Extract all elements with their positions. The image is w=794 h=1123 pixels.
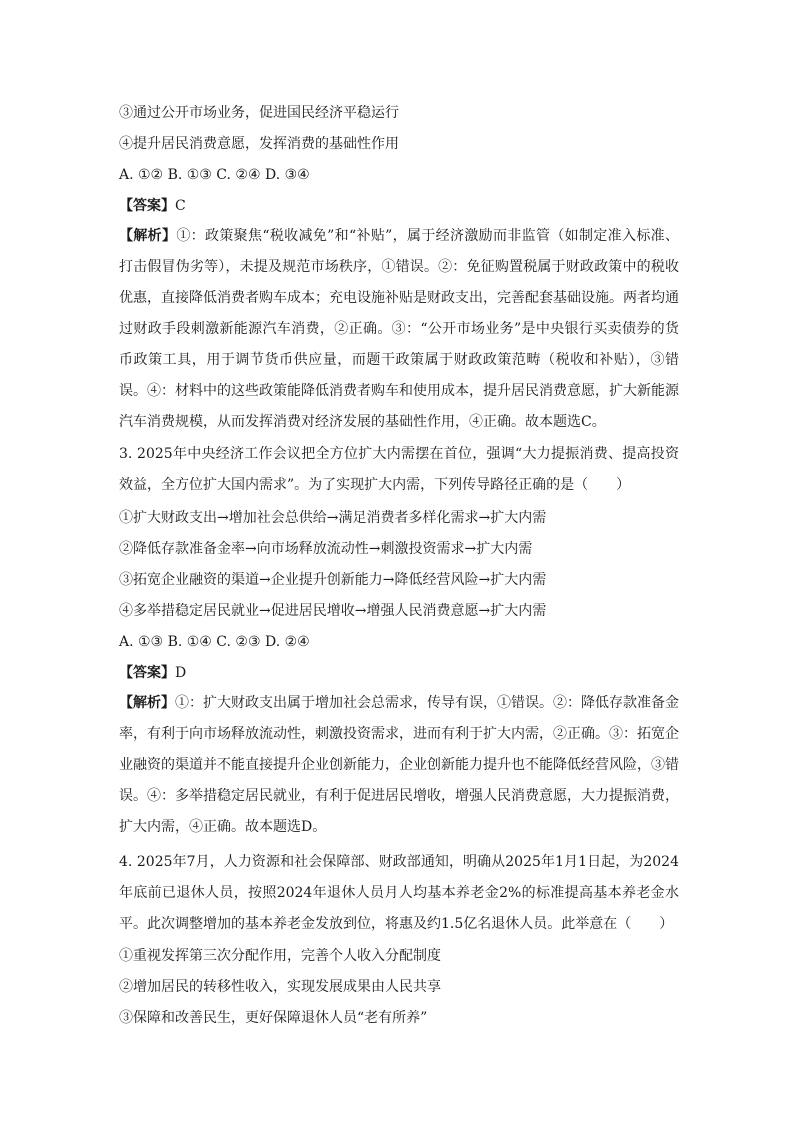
- q3-option-2: ②降低存款准备金率→向市场释放流动性→刺激投资需求→扩大内需: [119, 541, 533, 557]
- q2-answer: [119, 196, 186, 216]
- answer-value: C: [175, 198, 186, 214]
- analysis-label: 【解析】: [119, 228, 177, 244]
- q2-option-3: ③通过公开市场业务，促进国民经济平稳运行: [119, 105, 399, 121]
- q3-choices: A. ①③ B. ①④ C. ②③ D. ②④: [119, 634, 310, 650]
- answer-label: 【答案】: [119, 198, 175, 214]
- answer-label: 【答案】: [119, 665, 175, 681]
- analysis-label: 【解析】: [119, 695, 175, 711]
- q3-answer: [119, 663, 186, 683]
- q4-stem: 4. 2025年7月，人力资源和社会保障部、财政部通知，明确从2025年1月1日起，为2024年底前已退休人员，按照2024年退休人员月人均基本养老金2%的标准提高基本养老金水平。此次调整增加的基本养老金发放到位，将惠及约1.5亿名退休人员。此举意在（ ）: [119, 854, 679, 932]
- q4-option-2: ②增加居民的转移性收入，实现发展成果由人民共享: [119, 979, 441, 995]
- analysis-text: ①：政策聚焦“税收减免”和“补贴”，属于经济激励而非监管（如制定准入标准、打击假冒伪劣等），未提及规范市场秩序，①错误。②：免征购置税属于财政政策中的税收优惠，直接降低消费者购车成本；充电设施补贴是财政支出，完善配套基础设施。两者均通过财政手段刺激新能源汽车消费，②正确。③：“公开市场业务”是中央银行买卖债券的货币政策工具，用于调节货币供应量，而题干政策属于财政政策范畴（税收和补贴），③错误。④：材料中的这些政策能降低消费者购车和使用成本，提升居民消费意愿，扩大新能源汽车消费规模，从而发挥消费对经济发展的基础性作用，④正确。故本题选C。: [119, 228, 679, 430]
- q2-option-4: ④提升居民消费意愿，发挥消费的基础性作用: [119, 136, 399, 152]
- q4-option-3: ③保障和改善民生，更好保障退休人员“老有所养”: [119, 1010, 428, 1026]
- analysis-text: ①：扩大财政支出属于增加社会总需求，传导有误，①错误。②：降低存款准备金率，有利于向市场释放流动性，刺激投资需求，进而有利于扩大内需，②正确。③：拓宽企业融资的渠道并不能直接提升企业创新能力，企业创新能力提升也不能降低经营风险，③错误。④：多举措稳定居民就业，有利于促进居民增收，增强人民消费意愿，大力提振消费，扩大内需，④正确。故本题选D。: [119, 695, 679, 835]
- answer-value: D: [175, 665, 187, 681]
- q3-option-3: ③拓宽企业融资的渠道→企业提升创新能力→降低经营风险→扩大内需: [119, 572, 547, 588]
- q3-option-1: ①扩大财政支出→增加社会总供给→满足消费者多样化需求→扩大内需: [119, 510, 547, 526]
- q4-option-1: ①重视发挥第三次分配作用，完善个人收入分配制度: [119, 948, 441, 964]
- q3-analysis: [119, 688, 679, 843]
- q3-stem: 3. 2025年中央经济工作会议把全方位扩大内需摆在首位，强调“大力提振消费、提高投资效益，全方位扩大国内需求”。为了实现扩大内需，下列传导路径正确的是（ ）: [119, 446, 679, 493]
- q2-analysis: [119, 221, 679, 438]
- q2-choices: A. ①② B. ①③ C. ②④ D. ③④: [119, 167, 310, 183]
- q3-option-4: ④多举措稳定居民就业→促进居民增收→增强人民消费意愿→扩大内需: [119, 603, 547, 619]
